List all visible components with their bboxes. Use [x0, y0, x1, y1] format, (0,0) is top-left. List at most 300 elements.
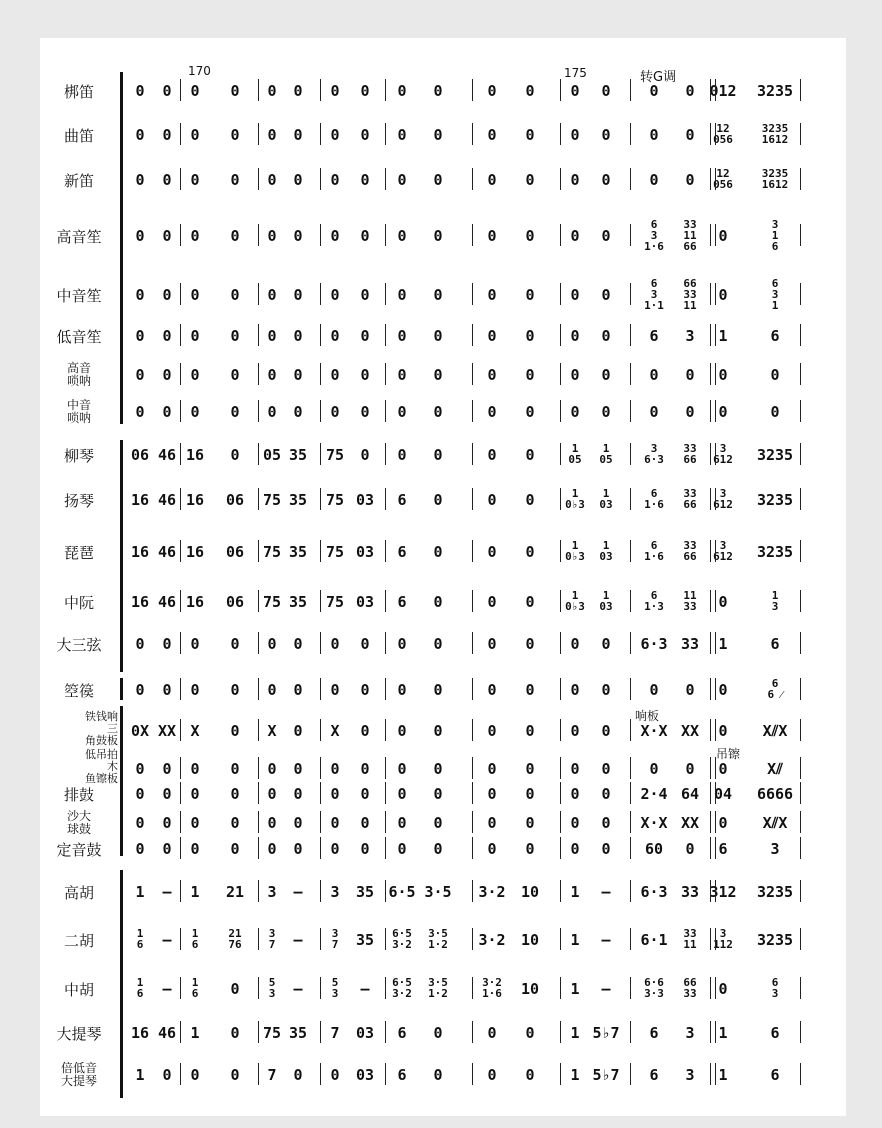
barline: [560, 400, 561, 422]
barline: [472, 1021, 473, 1043]
note-cell: 0: [360, 635, 370, 653]
note-cell: 35: [288, 543, 308, 561]
note-cell: 6: [397, 1024, 407, 1042]
barline: [385, 977, 386, 999]
note-cell: 0: [330, 286, 340, 304]
note-cell: 0: [433, 1066, 443, 1084]
barline: [180, 224, 181, 246]
note-cell: 0: [190, 286, 200, 304]
barline: [630, 632, 631, 654]
note-cell: 0: [487, 593, 497, 611]
barline: [630, 880, 631, 902]
note-cell: 3 7: [331, 927, 339, 951]
barline: [385, 324, 386, 346]
barline: [560, 1021, 561, 1043]
barline: [385, 757, 386, 779]
barline: [560, 363, 561, 385]
note-cell: 1 3: [771, 589, 779, 613]
note-cell: 0: [601, 840, 611, 858]
note-cell: 0: [397, 814, 407, 832]
note-cell: 0: [570, 403, 580, 421]
barline: [258, 283, 259, 305]
note-cell: 0: [397, 327, 407, 345]
barline: [258, 324, 259, 346]
barline: [385, 928, 386, 950]
note-cell: 35: [288, 446, 308, 464]
note-cell: 1: [570, 931, 580, 949]
note-cell: –: [293, 980, 303, 998]
barline: [258, 880, 259, 902]
note-cell: 03: [355, 1024, 375, 1042]
note-cell: 0: [162, 760, 172, 778]
note-cell: 0: [267, 814, 277, 832]
note-cell: 0: [685, 82, 695, 100]
instrument-label: 曲笛: [63, 127, 94, 145]
barline: [800, 1021, 801, 1043]
barline: [180, 1021, 181, 1043]
note-cell: 7: [267, 1066, 277, 1084]
note-cell: 3·5 1·2: [428, 976, 448, 1000]
note-cell: 0: [267, 403, 277, 421]
note-cell: X: [267, 722, 277, 740]
barline: [560, 79, 561, 101]
double-barline: [710, 977, 716, 999]
note-cell: 0: [487, 635, 497, 653]
note-cell: –: [293, 931, 303, 949]
note-cell: 0: [601, 681, 611, 699]
note-cell: 0: [230, 327, 240, 345]
note-cell: 3 112: [713, 927, 733, 951]
note-cell: 0: [433, 785, 443, 803]
barline: [560, 811, 561, 833]
barline: [180, 1063, 181, 1085]
note-cell: 3235: [756, 543, 794, 561]
note-cell: 6: [397, 543, 407, 561]
note-cell: 3·5: [424, 883, 452, 901]
note-cell: 0: [601, 286, 611, 304]
barline: [800, 928, 801, 950]
double-barline: [710, 880, 716, 902]
note-cell: XX: [157, 722, 177, 740]
note-cell: 0: [601, 635, 611, 653]
barline: [320, 678, 321, 700]
note-cell: 0: [397, 446, 407, 464]
note-cell: 0: [360, 840, 370, 858]
barline: [385, 811, 386, 833]
barline: [258, 1021, 259, 1043]
double-barline: [710, 443, 716, 465]
note-cell: 0: [293, 403, 303, 421]
note-cell: 0: [267, 126, 277, 144]
double-barline: [710, 283, 716, 305]
note-cell: 0: [230, 1024, 240, 1042]
barline: [800, 880, 801, 902]
note-cell: 0: [525, 1024, 535, 1042]
note-cell: 0: [397, 840, 407, 858]
note-cell: 16: [185, 446, 205, 464]
bracket-winds: [120, 72, 123, 424]
note-cell: 6 6 ⁄: [767, 677, 783, 701]
double-barline: [710, 224, 716, 246]
note-cell: 0: [293, 171, 303, 189]
barline: [800, 443, 801, 465]
note-cell: 0: [162, 327, 172, 345]
note-cell: 0: [360, 366, 370, 384]
note-cell: 0: [162, 286, 172, 304]
barline: [385, 443, 386, 465]
note-cell: 1 6: [136, 976, 144, 1000]
barline: [630, 443, 631, 465]
barline: [180, 363, 181, 385]
barline: [180, 811, 181, 833]
instrument-label: 排鼓: [63, 786, 94, 804]
barline: [320, 928, 321, 950]
note-cell: 0: [770, 366, 780, 384]
barline: [320, 400, 321, 422]
barline: [258, 678, 259, 700]
barline: [180, 590, 181, 612]
note-cell: 0: [162, 126, 172, 144]
note-cell: 0: [397, 286, 407, 304]
instrument-label: 高音 唢呐: [66, 360, 91, 388]
note-cell: 3235: [756, 446, 794, 464]
instrument-label: 沙大 球鼓: [66, 808, 91, 836]
barline: [560, 928, 561, 950]
barline: [180, 782, 181, 804]
note-cell: 0: [190, 1066, 200, 1084]
note-cell: 0: [162, 227, 172, 245]
note-cell: 3: [685, 1024, 695, 1042]
barline: [630, 488, 631, 510]
note-cell: 012: [709, 82, 737, 100]
instrument-label: 定音鼓: [56, 841, 102, 859]
note-cell: 6: [397, 593, 407, 611]
note-cell: 16: [130, 491, 150, 509]
note-cell: 0: [525, 760, 535, 778]
note-cell: X·X: [640, 814, 668, 832]
note-cell: 0: [433, 227, 443, 245]
note-cell: 0: [487, 286, 497, 304]
note-cell: 03: [355, 491, 375, 509]
note-cell: 6·5 3·2: [392, 927, 412, 951]
note-cell: 0: [487, 840, 497, 858]
note-cell: 0: [685, 171, 695, 189]
note-cell: 0: [162, 785, 172, 803]
bracket-harp: [120, 678, 123, 700]
barline: [472, 590, 473, 612]
note-cell: 1 6: [191, 927, 199, 951]
barline: [320, 590, 321, 612]
note-cell: 0: [293, 635, 303, 653]
note-cell: 0: [487, 785, 497, 803]
barline: [320, 168, 321, 190]
note-cell: 0: [397, 760, 407, 778]
note-cell: 0: [293, 760, 303, 778]
note-cell: 3·2 1·6: [482, 976, 502, 1000]
note-cell: 0: [162, 82, 172, 100]
note-cell: 46: [157, 491, 177, 509]
note-cell: 0: [433, 760, 443, 778]
note-cell: 0: [718, 593, 728, 611]
note-cell: 0: [685, 840, 695, 858]
barline: [320, 837, 321, 859]
note-cell: 3: [770, 840, 780, 858]
note-cell: 21 76: [228, 927, 242, 951]
barline: [800, 488, 801, 510]
bracket-strings: [120, 870, 123, 1098]
note-cell: 1: [570, 1024, 580, 1042]
note-cell: 5♭7: [592, 1024, 620, 1042]
note-cell: 35: [288, 593, 308, 611]
note-cell: 6: [397, 491, 407, 509]
barline: [472, 632, 473, 654]
barline: [258, 928, 259, 950]
note-cell: 33 66: [683, 487, 697, 511]
barline: [560, 757, 561, 779]
barline: [800, 363, 801, 385]
note-cell: X: [190, 722, 200, 740]
note-cell: 10: [520, 931, 540, 949]
note-cell: –: [293, 883, 303, 901]
barline: [180, 283, 181, 305]
barline: [320, 488, 321, 510]
instrument-label: 中音 唢呐: [66, 397, 91, 425]
barline: [630, 363, 631, 385]
note-cell: 0: [601, 126, 611, 144]
instrument-label: 大三弦: [56, 636, 102, 654]
barline: [472, 540, 473, 562]
barline: [180, 632, 181, 654]
barline: [180, 123, 181, 145]
note-cell: 0: [718, 760, 728, 778]
note-cell: 0: [360, 785, 370, 803]
note-cell: 6: [649, 1066, 659, 1084]
barline: [385, 168, 386, 190]
note-cell: 3 612: [713, 442, 733, 466]
note-cell: 0: [718, 980, 728, 998]
note-cell: 3235: [756, 82, 794, 100]
note-cell: 0: [649, 82, 659, 100]
barline: [258, 123, 259, 145]
barline: [320, 540, 321, 562]
note-cell: 0: [433, 126, 443, 144]
barline: [320, 782, 321, 804]
note-cell: 1: [718, 635, 728, 653]
double-barline: [710, 678, 716, 700]
note-cell: 3: [267, 883, 277, 901]
note-cell: 6: [770, 1066, 780, 1084]
note-cell: 0: [433, 366, 443, 384]
barline: [320, 811, 321, 833]
note-cell: 0: [135, 227, 145, 245]
barline: [560, 977, 561, 999]
barline: [800, 632, 801, 654]
barline: [258, 540, 259, 562]
barline: [385, 400, 386, 422]
double-barline: [710, 400, 716, 422]
instrument-label: 中阮: [63, 594, 94, 612]
note-cell: 0: [293, 814, 303, 832]
instrument-label: 新笛: [63, 172, 94, 190]
note-cell: 3 6·3: [644, 442, 664, 466]
double-barline: [710, 1063, 716, 1085]
xiangban-label: 响板: [635, 709, 660, 723]
note-cell: 0: [487, 227, 497, 245]
barline: [800, 837, 801, 859]
note-cell: 0: [525, 171, 535, 189]
barline: [258, 757, 259, 779]
barline: [472, 324, 473, 346]
note-cell: 75: [262, 491, 282, 509]
note-cell: 0: [525, 491, 535, 509]
note-cell: 0: [135, 785, 145, 803]
barline: [472, 782, 473, 804]
note-cell: 12 056: [713, 167, 733, 191]
barline: [472, 168, 473, 190]
barline: [180, 443, 181, 465]
note-cell: 1: [190, 883, 200, 901]
note-cell: 0: [330, 126, 340, 144]
note-cell: 6 1·6: [644, 539, 664, 563]
note-cell: 1 05: [568, 442, 582, 466]
note-cell: 0: [601, 722, 611, 740]
note-cell: 6 3 1·1: [644, 276, 664, 312]
note-cell: 0: [162, 635, 172, 653]
note-cell: –: [601, 980, 611, 998]
note-cell: 0: [487, 1024, 497, 1042]
note-cell: 0: [570, 327, 580, 345]
double-barline: [710, 1021, 716, 1043]
note-cell: 16: [130, 1024, 150, 1042]
barline: [320, 224, 321, 246]
barline: [560, 880, 561, 902]
note-cell: 0: [360, 446, 370, 464]
note-cell: 0: [433, 543, 443, 561]
note-cell: 1 05: [599, 442, 613, 466]
note-cell: 0: [570, 286, 580, 304]
note-cell: 0: [487, 760, 497, 778]
note-cell: 35: [355, 883, 375, 901]
note-cell: 1: [570, 980, 580, 998]
note-cell: 0: [330, 327, 340, 345]
note-cell: X·X: [640, 722, 668, 740]
barline: [472, 977, 473, 999]
instrument-label: 高胡: [63, 884, 94, 902]
note-cell: 0: [487, 171, 497, 189]
barline: [630, 1021, 631, 1043]
note-cell: 0: [267, 681, 277, 699]
barline: [800, 324, 801, 346]
barline: [630, 123, 631, 145]
note-cell: 0: [293, 681, 303, 699]
note-cell: –: [601, 883, 611, 901]
note-cell: 0: [397, 403, 407, 421]
note-cell: 0: [360, 171, 370, 189]
note-cell: 0: [293, 785, 303, 803]
barline: [472, 224, 473, 246]
measure-number-175: 175: [564, 66, 587, 80]
measure-number-170: 170: [188, 64, 211, 78]
barline: [630, 400, 631, 422]
note-cell: 0: [330, 366, 340, 384]
barline: [800, 168, 801, 190]
note-cell: 0: [570, 840, 580, 858]
note-cell: 0: [135, 327, 145, 345]
note-cell: 1: [190, 1024, 200, 1042]
note-cell: 6·1: [640, 931, 668, 949]
note-cell: 6: [770, 635, 780, 653]
note-cell: 1 03: [599, 487, 613, 511]
note-cell: 0: [487, 1066, 497, 1084]
double-barline: [710, 540, 716, 562]
barline: [630, 928, 631, 950]
note-cell: 5 3: [268, 976, 276, 1000]
barline: [630, 1063, 631, 1085]
barline: [560, 837, 561, 859]
barline: [320, 757, 321, 779]
note-cell: 75: [325, 491, 345, 509]
double-barline: [710, 719, 716, 741]
barline: [258, 79, 259, 101]
note-cell: 0: [570, 126, 580, 144]
note-cell: 0: [267, 82, 277, 100]
barline: [560, 443, 561, 465]
note-cell: 0: [190, 403, 200, 421]
note-cell: 0: [330, 840, 340, 858]
note-cell: 0: [525, 446, 535, 464]
note-cell: 0: [230, 840, 240, 858]
note-cell: 6: [649, 327, 659, 345]
barline: [320, 1063, 321, 1085]
barline: [180, 928, 181, 950]
note-cell: 0: [162, 366, 172, 384]
barline: [800, 757, 801, 779]
note-cell: 16: [185, 543, 205, 561]
note-cell: 6·3: [640, 883, 668, 901]
note-cell: –: [360, 980, 370, 998]
instrument-label: 中胡: [63, 981, 94, 999]
note-cell: 0: [360, 681, 370, 699]
note-cell: 6 3: [771, 976, 779, 1000]
note-cell: 0: [718, 227, 728, 245]
barline: [560, 719, 561, 741]
note-cell: 0: [230, 681, 240, 699]
note-cell: 0: [397, 171, 407, 189]
note-cell: 0: [397, 126, 407, 144]
note-cell: X⫽X: [762, 722, 788, 740]
note-cell: 33 11 66: [683, 217, 697, 253]
barline: [560, 283, 561, 305]
note-cell: 16: [130, 593, 150, 611]
barline: [560, 632, 561, 654]
note-cell: 60: [644, 840, 664, 858]
note-cell: 0: [190, 785, 200, 803]
note-cell: 0: [360, 227, 370, 245]
note-cell: 0: [230, 760, 240, 778]
barline: [630, 224, 631, 246]
note-cell: 3235 1612: [761, 122, 789, 146]
note-cell: 0: [487, 403, 497, 421]
barline: [320, 283, 321, 305]
note-cell: 0: [230, 980, 240, 998]
note-cell: 0: [135, 814, 145, 832]
note-cell: 06: [225, 491, 245, 509]
note-cell: 66 33: [683, 976, 697, 1000]
note-cell: 0: [525, 82, 535, 100]
note-cell: 35: [288, 491, 308, 509]
note-cell: 0: [360, 722, 370, 740]
note-cell: 0: [487, 446, 497, 464]
